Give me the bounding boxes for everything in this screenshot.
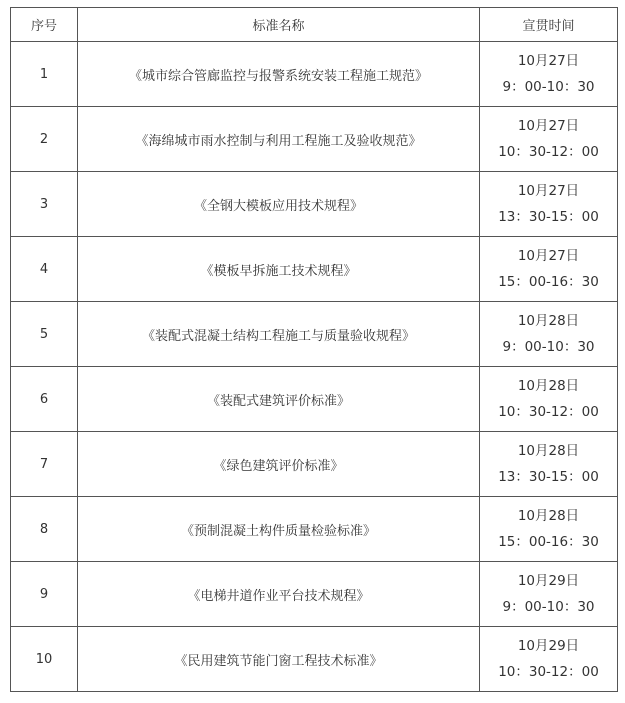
row-time: 9：00-10：30: [502, 339, 595, 355]
row-time-cell: [480, 367, 618, 432]
row-date: 10月27日: [517, 248, 580, 264]
row-no: 2: [11, 107, 78, 172]
table-row: [11, 172, 618, 237]
table-row: [11, 367, 618, 432]
row-standard-name: 《预制混凝土构件质量检验标准》: [78, 497, 480, 562]
row-date: 10月29日: [517, 638, 580, 654]
row-no: 1: [11, 42, 78, 107]
row-date: 10月27日: [517, 183, 580, 199]
row-time-cell: [480, 172, 618, 237]
row-time: 10：30-12：00: [498, 144, 599, 160]
row-time: 9：00-10：30: [502, 79, 595, 95]
row-date: 10月28日: [517, 443, 580, 459]
row-time-cell: [480, 237, 618, 302]
row-time-cell: [480, 42, 618, 107]
row-no: 9: [11, 562, 78, 627]
row-time-cell: [480, 497, 618, 562]
row-no: 3: [11, 172, 78, 237]
row-date: 10月28日: [517, 378, 580, 394]
row-time-cell: [480, 627, 618, 692]
row-standard-name: 《城市综合管廊监控与报警系统安装工程施工规范》: [78, 42, 480, 107]
row-time: 13：30-15：00: [498, 469, 599, 485]
row-standard-name: 《民用建筑节能门窗工程技术标准》: [78, 627, 480, 692]
row-no: 10: [11, 627, 78, 692]
row-time: 10：30-12：00: [498, 664, 599, 680]
row-time-cell: [480, 432, 618, 497]
row-time: 10：30-12：00: [498, 404, 599, 420]
row-time: 13：30-15：00: [498, 209, 599, 225]
row-no: 6: [11, 367, 78, 432]
row-time-cell: [480, 302, 618, 367]
header-name: 标准名称: [78, 8, 480, 42]
row-date: 10月29日: [517, 573, 580, 589]
row-time: 15：00-16：30: [498, 534, 599, 550]
table-header-row: [11, 8, 618, 42]
row-date: 10月27日: [517, 53, 580, 69]
row-no: 4: [11, 237, 78, 302]
standards-schedule-table: [10, 7, 618, 692]
row-time: 15：00-16：30: [498, 274, 599, 290]
table-row: [11, 42, 618, 107]
table-row: [11, 432, 618, 497]
row-no: 5: [11, 302, 78, 367]
table-row: [11, 627, 618, 692]
table-row: [11, 497, 618, 562]
row-date: 10月28日: [517, 313, 580, 329]
table-row: [11, 302, 618, 367]
row-time: 9：00-10：30: [502, 599, 595, 615]
row-standard-name: 《模板早拆施工技术规程》: [78, 237, 480, 302]
row-date: 10月27日: [517, 118, 580, 134]
header-no: 序号: [11, 8, 78, 42]
row-no: 8: [11, 497, 78, 562]
row-date: 10月28日: [517, 508, 580, 524]
table-body: [11, 42, 618, 692]
row-standard-name: 《全钢大模板应用技术规程》: [78, 172, 480, 237]
table-row: [11, 107, 618, 172]
table-row: [11, 562, 618, 627]
row-no: 7: [11, 432, 78, 497]
row-standard-name: 《装配式混凝土结构工程施工与质量验收规程》: [78, 302, 480, 367]
table-row: [11, 237, 618, 302]
header-time: 宣贯时间: [480, 8, 618, 42]
row-time-cell: [480, 107, 618, 172]
row-standard-name: 《绿色建筑评价标准》: [78, 432, 480, 497]
row-standard-name: 《海绵城市雨水控制与利用工程施工及验收规范》: [78, 107, 480, 172]
row-time-cell: [480, 562, 618, 627]
row-standard-name: 《装配式建筑评价标准》: [78, 367, 480, 432]
row-standard-name: 《电梯井道作业平台技术规程》: [78, 562, 480, 627]
